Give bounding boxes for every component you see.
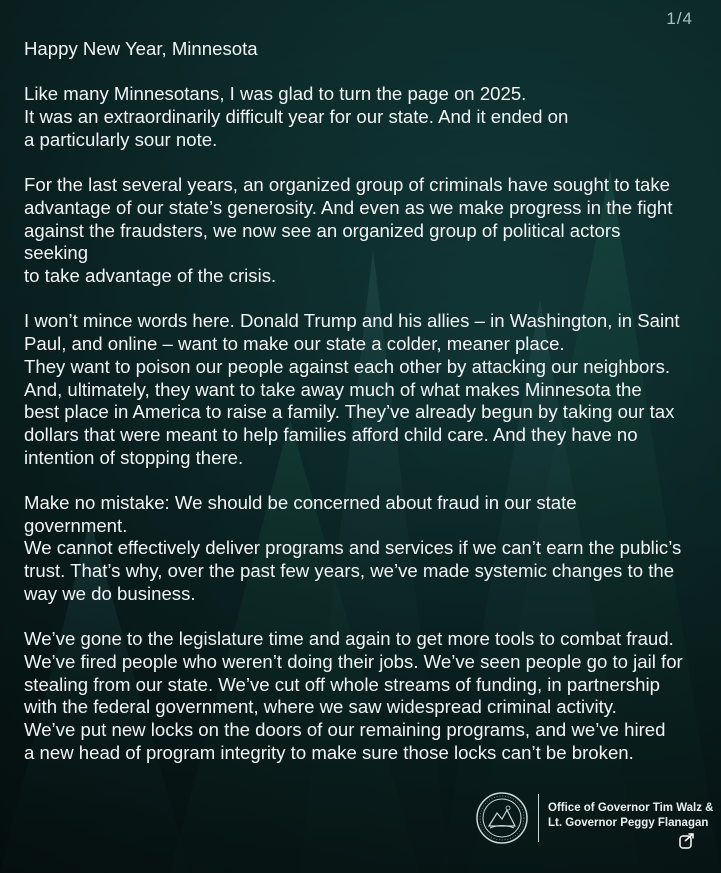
office-name xyxy=(548,801,714,831)
letter-paragraph: We’ve gone to the legislature time and again to get more tools to combat fraud. We’ve fired people who weren’t doing their jobs. We’ve seen people go to jail for stealing from our state. We’ve cut off whole streams of funding, in partnership with the federal government, where we saw widespread criminal activity. We’ve put new locks on the doors of our remaining programs, and we’ve hired a new head of program integrity to make sure those locks can’t be broken. xyxy=(24,628,683,763)
office-line-2: Lt. Governor Peggy Flanagan xyxy=(548,817,709,829)
footer-divider xyxy=(538,794,539,842)
state-seal-icon xyxy=(476,792,528,844)
letter-paragraph: Make no mistake: We should be concerned about fraud in our state government. We cannot effectively deliver programs and services if we can’t earn the public’s trust. That’s why, over the past few years, we’ve made systemic changes to the way we do business. xyxy=(24,492,682,604)
footer-signature-block xyxy=(476,792,714,848)
office-line-1: Office of Governor Tim Walz & xyxy=(548,802,714,814)
letter-paragraph: For the last several years, an organized group of criminals have sought to take advantage of our state’s generosity. And even as we make progress in the fight against the fraudsters, we now see an organized group of political actors seeking to take advantage of the crisis. xyxy=(24,174,673,286)
letter-greeting: Happy New Year, Minnesota xyxy=(24,38,258,59)
letter-body xyxy=(24,38,684,787)
page-counter: 1/4 xyxy=(666,9,693,28)
letter-paragraph: Like many Minnesotans, I was glad to turn the page on 2025. It was an extraordinarily difficult year for our state. And it ended on a particularly sour note. xyxy=(24,83,569,150)
share-icon xyxy=(678,832,696,850)
share-button[interactable] xyxy=(676,830,698,852)
letter-paragraph: I won’t mince words here. Donald Trump and his allies – in Washington, in Saint Paul, and online – want to make our state a colder, meaner place. They want to poison our people against each other by attacking our neighbors. And, ultimately, they want to take away much of what makes Minnesota the best place in America to raise a family. They’ve already begun by taking our tax dollars that were meant to help families afford child care. And they have no intention of stopping there. xyxy=(24,310,680,468)
